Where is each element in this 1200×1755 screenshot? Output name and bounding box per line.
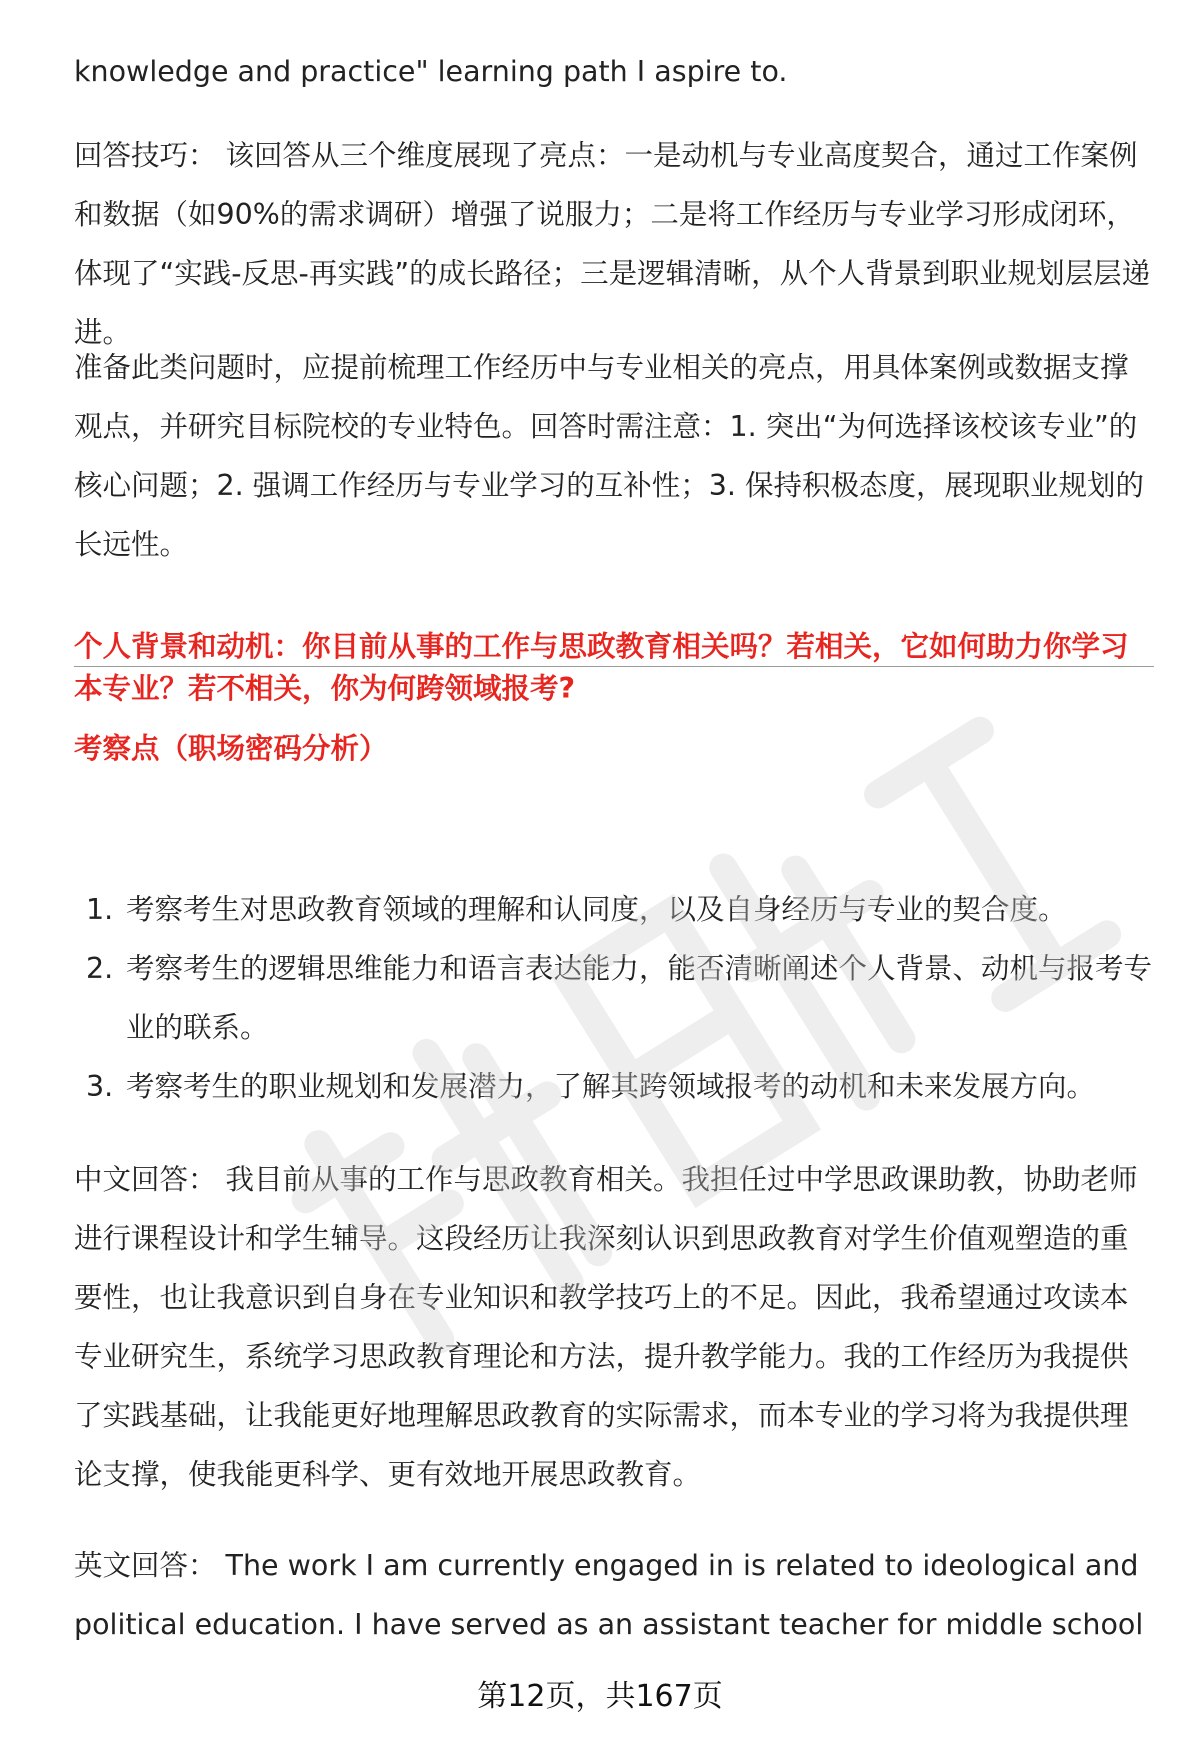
focus-points-list — [74, 880, 1154, 1116]
preparation-advice-paragraph: 准备此类问题时，应提前梳理工作经历中与专业相关的亮点，用具体案例或数据支撑观点，并研究目标院校的专业特色。回答时需注意：1. 突出“为何选择该校该专业”的核心问题；2. 强调工作经历与专业学习的互补性；3. 保持积极态度，展现职业规划的长远性。 — [74, 351, 1145, 561]
list-item-text: 考察考生对思政教育领域的理解和认同度，以及自身经历与专业的契合度。 — [126, 893, 1067, 926]
focus-points-heading: 考察点（职场密码分析） — [74, 732, 388, 765]
previous-answer-tail: knowledge and practice" learning path I aspire to. — [74, 55, 788, 88]
list-item-text: 考察考生的逻辑思维能力和语言表达能力，能否清晰阐述个人背景、动机与报考专业的联系。 — [126, 952, 1153, 1044]
english-answer-paragraph: 英文回答： The work I am currently engaged in is related to ideological and political education. I have served as an assistant teacher for middle school — [74, 1549, 1144, 1641]
list-item-number: 1. — [86, 893, 114, 926]
list-item — [74, 1057, 1154, 1116]
list-item — [74, 880, 1154, 939]
list-item-text: 考察考生的职业规划和发展潜力，了解其跨领域报考的动机和未来发展方向。 — [126, 1070, 1096, 1103]
list-item-number: 2. — [86, 952, 114, 985]
question-heading: 个人背景和动机：你目前从事的工作与思政教育相关吗？若相关，它如何助力你学习本专业？若不相关，你为何跨领域报考? — [74, 630, 1129, 705]
list-item-number: 3. — [86, 1070, 114, 1103]
page-number-footer: 第12页，共167页 — [477, 1679, 723, 1714]
chinese-answer-paragraph: 中文回答： 我目前从事的工作与思政教育相关。我担任过中学思政课助教，协助老师进行课程设计和学生辅导。这段经历让我深刻认识到思政教育对学生价值观塑造的重要性，也让我意识到自身在专业知识和教学技巧上的不足。因此，我希望通过攻读本专业研究生，系统学习思政教育理论和方法，提升教学能力。我的工作经历为我提供了实践基础，让我能更好地理解思政教育的实际需求，而本专业的学习将为我提供理论支撑，使我能更科学、更有效地开展思政教育。 — [74, 1163, 1138, 1491]
list-item — [74, 939, 1154, 1057]
answer-tips-paragraph: 回答技巧： 该回答从三个维度展现了亮点：一是动机与专业高度契合，通过工作案例和数据（如90%的需求调研）增强了说服力；二是将工作经历与专业学习形成闭环，体现了“实践-反思-再实践”的成长路径；三是逻辑清晰，从个人背景到职业规划层层递进。 — [74, 139, 1151, 349]
